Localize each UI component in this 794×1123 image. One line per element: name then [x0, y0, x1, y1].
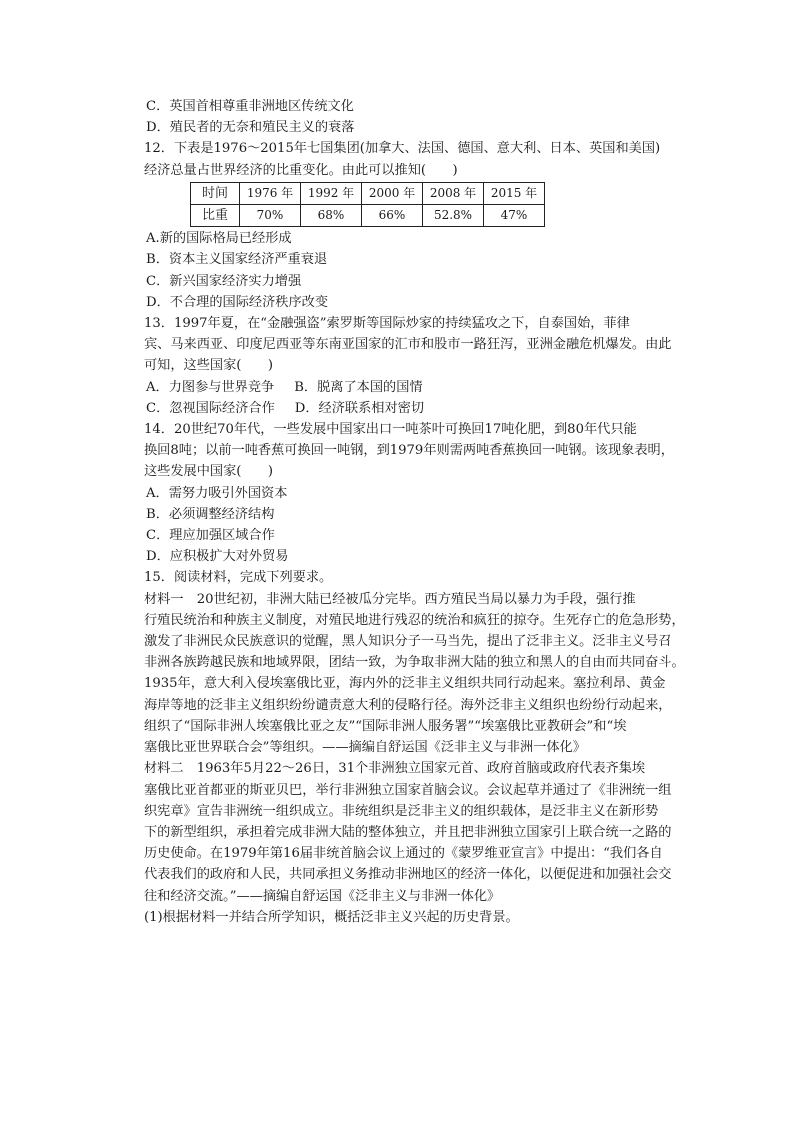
q15-material-two — [144, 758, 672, 906]
material-line: 海岸等地的泛非主义组织纷纷谴责意大利的侵略行径。海外泛非主义组织也纷纷行动起来， — [144, 697, 672, 713]
q12-stem-line2: 经济总量占世界经济的比重变化。由此可以推知( ) — [144, 162, 458, 178]
q13-stem-line2: 宾、马来西亚、印度尼西亚等东南亚国家的汇市和股市一路狂泻，亚洲金融危机爆发。由此 — [144, 337, 672, 353]
q13-option-d: D．经济联系相对密切 — [294, 400, 425, 416]
q12-stem-line1: 12．下表是1976～2015年七国集团(加拿大、法国、德国、意大利、日本、英国和美国) — [144, 141, 661, 157]
material-line: 往和经济交流。”——摘编自舒运国《泛非主义与非洲一体化》 — [144, 888, 501, 904]
q12-option-d: D．不合理的国际经济秩序改变 — [146, 294, 329, 310]
q15-stem: 15．阅读材料，完成下列要求。 — [144, 570, 333, 586]
q13-options-row2 — [144, 398, 654, 419]
q12-data-table — [190, 182, 545, 227]
table-cell-share: 70% — [240, 205, 301, 227]
material-line: 塞俄比亚世界联合会”等组织。——摘编自舒运国《泛非主义与非洲一体化》 — [144, 740, 586, 756]
q13-stem-line1: 13．1997年夏，在“金融强盗”索罗斯等国际炒家的持续猛攻之下，自泰国始，菲律 — [144, 316, 630, 332]
material-line: 激发了非洲民众民族意识的觉醒，黑人知识分子一马当先，提出了泛非主义。泛非主义号召 — [144, 634, 672, 650]
q14-stem-line1: 14．20世纪70年代，一些发展中国家出口一吨茶叶可换回17吨化肥，到80年代只能 — [144, 422, 637, 438]
q11-option-d: D．殖民者的无奈和殖民主义的衰落 — [146, 120, 355, 136]
q13-option-a: A．力图参与世界竞争 — [146, 379, 275, 395]
table-cell-share: 66% — [362, 205, 423, 227]
table-cell-year: 2008 年 — [423, 182, 484, 204]
q14-option-a: A．需努力吸引外国资本 — [146, 485, 288, 501]
q15-task-1: (1)根据材料一并结合所学知识，概括泛非主义兴起的历史背景。 — [144, 909, 519, 925]
table-header-label: 时间 — [191, 182, 240, 204]
q14-option-d: D．应积极扩大对外贸易 — [146, 549, 289, 565]
q13-option-b: B．脱离了本国的国情 — [294, 379, 423, 395]
table-row-shares — [191, 205, 545, 227]
q13-stem-line3: 可知，这些国家( ) — [144, 358, 273, 374]
q14-stem-line3: 这些发展中国家( ) — [144, 464, 273, 480]
table-cell-year: 2000 年 — [362, 182, 423, 204]
table-cell-year: 1992 年 — [301, 182, 362, 204]
table-cell-share: 47% — [484, 205, 545, 227]
table-cell-year: 2015 年 — [484, 182, 545, 204]
material-line: 代表我们的政府和人民，共同承担义务推动非洲地区的经济一体化，以便促进和加强社会交 — [144, 867, 672, 883]
q12-option-a: A.新的国际格局已经形成 — [146, 231, 292, 247]
material-line: 塞俄比亚首都亚的斯亚贝巴，举行非洲独立国家首脑会议。会议起草并通过了《非洲统一组 — [144, 782, 672, 798]
material-line: 材料一 20世纪初，非洲大陆已经被瓜分完毕。西方殖民当局以暴力为手段，强行推 — [144, 591, 636, 607]
table-row-years — [191, 182, 545, 204]
material-line: 织宪章》宣告非洲统一组织成立。非统组织是泛非主义的组织载体，是泛非主义在新形势 — [144, 803, 659, 819]
material-line: 行殖民统治和种族主义制度，对殖民地进行残忍的统治和疯狂的掠夺。生死存亡的危急形势， — [144, 612, 685, 628]
material-line: 1935年，意大利入侵埃塞俄比亚，海内外的泛非主义组织共同行动起来。塞拉利昂、黄金 — [144, 676, 666, 692]
q14-stem-line2: 换回8吨；以前一吨香蕉可换回一吨钢，到1979年则需两吨香蕉换回一吨钢。该现象表明， — [144, 443, 674, 459]
q13-options-row1 — [144, 377, 654, 398]
table-cell-share: 68% — [301, 205, 362, 227]
material-line: 材料二 1963年5月22～26日，31个非洲独立国家元首、政府首脑或政府代表齐集埃 — [144, 761, 646, 777]
q12-option-b: B．资本主义国家经济严重衰退 — [146, 252, 328, 268]
table-value-label: 比重 — [191, 205, 240, 227]
exam-content — [144, 96, 685, 928]
q12-option-c: C．新兴国家经济实力增强 — [146, 273, 302, 289]
material-line: 组织了“国际非洲人埃塞俄比亚之友”“国际非洲人服务署”“埃塞俄比亚教研会”和“埃 — [144, 718, 627, 734]
table-cell-year: 1976 年 — [240, 182, 301, 204]
q11-option-c: C．英国首相尊重非洲地区传统文化 — [146, 99, 354, 114]
material-line: 非洲各族跨越民族和地域界限，团结一致，为争取非洲大陆的独立和黑人的自由而共同奋斗。 — [144, 655, 685, 671]
q15-material-one — [144, 589, 685, 759]
q14-option-c: C．理应加强区域合作 — [146, 528, 275, 544]
table-cell-share: 52.8% — [423, 205, 484, 227]
material-line: 历史使命。在1979年第16届非统首脑会议上通过的《蒙罗维亚宣言》中提出：“我们各自 — [144, 846, 663, 862]
material-line: 下的新型组织，承担着完成非洲大陆的整体独立，并且把非洲独立国家引上联合统一之路的 — [144, 824, 672, 840]
q14-option-b: B．必须调整经济结构 — [146, 506, 275, 522]
q13-option-c: C．忽视国际经济合作 — [146, 400, 275, 416]
